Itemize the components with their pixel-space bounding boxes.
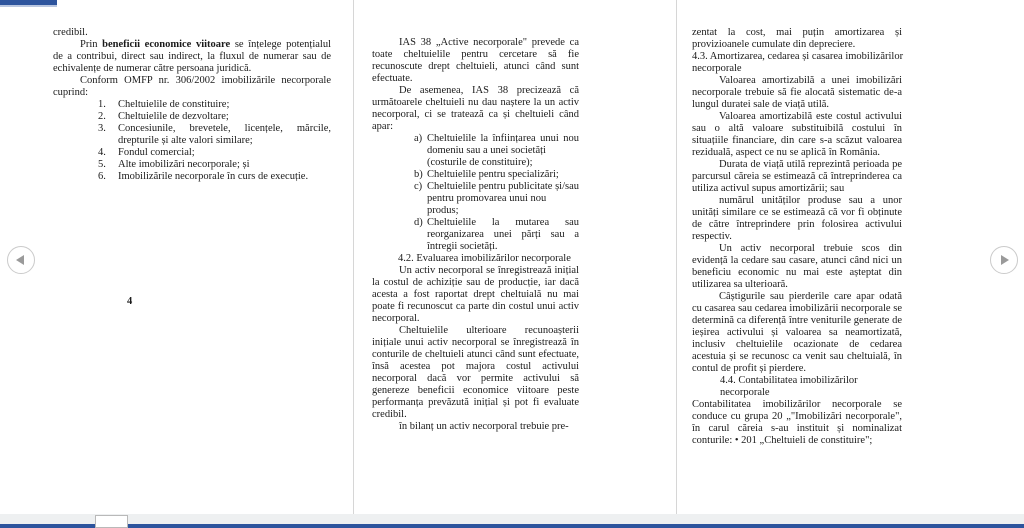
chevron-left-icon (16, 255, 24, 265)
paragraph: credibil. (53, 27, 88, 38)
list-item-text: Imobilizările necorporale în curs de execuție. (118, 171, 309, 182)
paragraph: Valoarea amortizabilă este costul activului sau o altă valoare substituibilă costului în situațiile financiare, din care s-a scăzut valoarea reziduală, aspect ce nu se aplică în România. (692, 111, 902, 158)
paragraph: Valoarea amortizabilă a unei imobilizări necorporale trebuie să fie alocată sistematic de-a lungul duratei sale de viață utilă. (692, 75, 902, 110)
paragraph (53, 39, 331, 75)
list-item-text: Alte imobilizări necorporale; și (118, 159, 250, 170)
document-page-middle (372, 37, 579, 433)
list-item-number: 6. (98, 171, 106, 182)
list-item (372, 133, 579, 169)
list-item-text: Cheltuielile la înființarea unui nou domeniu sau a unei societăți (427, 133, 579, 156)
list-item-marker: b) (414, 169, 423, 180)
document-page-right (692, 27, 902, 447)
paragraph: Un activ necorporal trebuie scos din evidență la cedare sau casare, atunci când nici un beneficiu economic nu mai este așteptat din utilizarea sa ulterioară. (692, 243, 902, 290)
page-number: 4 (127, 296, 133, 307)
list-item-text: Cheltuielile pentru specializări; (427, 169, 559, 180)
list-item-tail: produs; (427, 205, 459, 216)
list-item (53, 99, 331, 111)
list-item-marker: c) (414, 181, 423, 192)
document-page-left (53, 27, 331, 183)
bold-phrase: beneficii economice viitoare (102, 39, 231, 50)
list-item (372, 169, 579, 181)
list-item (372, 217, 579, 253)
paragraph: De asemenea, IAS 38 precizează că următoarele cheltuieli nu dau naștere la un activ necorporal, ci se tratează ca și cheltuieli când apar: (372, 85, 579, 132)
bottom-bar (0, 524, 1024, 528)
list-item-marker: a) (414, 133, 423, 144)
page-thumbnail[interactable] (95, 515, 128, 528)
list-item-number: 5. (98, 159, 106, 170)
paragraph: Contabilitatea imobilizărilor necorporale se conduce cu grupa 20 „"Imobilizări necorporale", în carul căreia s-au instituit și nominalizat conturile: • 201 „Cheltuieli de constituire"; (692, 399, 902, 446)
list-item (372, 181, 579, 217)
paragraph: Durata de viață utilă reprezintă perioada pe parcursul căreia se estimează că întreprinderea ca utiliza activul supus amortizării; sau (692, 159, 902, 194)
top-left-tab-underline (0, 5, 57, 7)
list-item-text: Fondul comercial; (118, 147, 195, 158)
section-heading-4-4: 4.4. Contabilitatea imobilizărilor necorporale (720, 375, 858, 398)
list-item (53, 111, 331, 123)
list-item-tail: (costurile de constituire); (427, 157, 533, 168)
section-heading-4-2: 4.2. Evaluarea imobilizărilor necorporale (398, 253, 571, 264)
list-item-text: Cheltuielile pentru publicitate și/sau pentru promovarea unui nou (427, 181, 579, 204)
list-item (53, 159, 331, 171)
section-heading-4-3: 4.3. Amortizarea, cedarea și casarea imobilizărilor necorporale (692, 51, 904, 74)
chevron-right-icon (1001, 255, 1009, 265)
list-item (53, 147, 331, 159)
paragraph: Conform OMFP nr. 306/2002 imobilizările necorporale cuprind: (53, 75, 331, 98)
previous-page-button[interactable] (7, 246, 35, 274)
paragraph: Un activ necorporal se înregistrează inițial la costul de achiziție sau de producție, iar dacă acesta a fost raportat drept cheltuială nu mai poate fi recunoscut ca parte din costul unui activ necorporal. (372, 265, 579, 324)
bottom-strip (0, 514, 1024, 524)
paragraph-text: se înțelege potențialul de a contribui, direct sau indirect, la fluxul de numerar sau de echivalențe de numerar către persoana juridică. (53, 39, 331, 74)
page-divider-left (353, 0, 354, 514)
next-page-button[interactable] (990, 246, 1018, 274)
paragraph: numărul unităților produse sau a unor unități similare ce se estimează că vor fi obținute de către întreprindere prin folosirea activului respectiv. (692, 195, 902, 242)
paragraph: Cheltuielile ulterioare recunoașterii inițiale unui activ necorporal se înregistrează în conturile de cheltuieli atunci când sunt efectuate, însă acestea pot majora costul activului necorporal dacă vor permite activului să genereze beneficii economice viitoare peste performanța prevăzută inițial și pot fi evaluate credibil. (372, 325, 579, 420)
list-item (53, 171, 331, 183)
list-item (53, 123, 331, 147)
list-item-text: Concesiunile, brevetele, licențele, mărcile, drepturile și alte valori similare; (118, 123, 331, 146)
paragraph: în bilanț un activ necorporal trebuie pre- (399, 421, 569, 432)
paragraph: zentat la cost, mai puțin amortizarea și provizioanele cumulate din depreciere. (692, 27, 902, 50)
list-item-number: 3. (98, 123, 106, 134)
list-item-text: Cheltuielile la mutarea sau reorganizarea unei părți sau a întregii societăți. (427, 217, 579, 252)
list-item-text: Cheltuielile de constituire; (118, 99, 230, 110)
page-divider-right (676, 0, 677, 514)
list-item-number: 1. (98, 99, 106, 110)
paragraph: IAS 38 „Active necorporale" prevede ca toate cheltuielile pentru cercetare să fie recunoscute drept cheltuieli, atunci când sunt efectuate. (372, 37, 579, 84)
list-item-text: Cheltuielile de dezvoltare; (118, 111, 229, 122)
numbered-list (53, 99, 331, 183)
list-item-number: 2. (98, 111, 106, 122)
paragraph-text: Prin (80, 39, 103, 50)
paragraph: Câștigurile sau pierderile care apar odată cu casarea sau cedarea imobilizării necorporale se determină ca diferență între veniturile generate de ieșirea activului și valoarea sa neamortizată, inclusiv cheltuielile ocazionate de cedarea acestuia și se recunosc ca venit sau cheltuială, în contul de profit și pierdere. (692, 291, 902, 374)
list-item-marker: d) (414, 217, 423, 228)
list-item-number: 4. (98, 147, 106, 158)
